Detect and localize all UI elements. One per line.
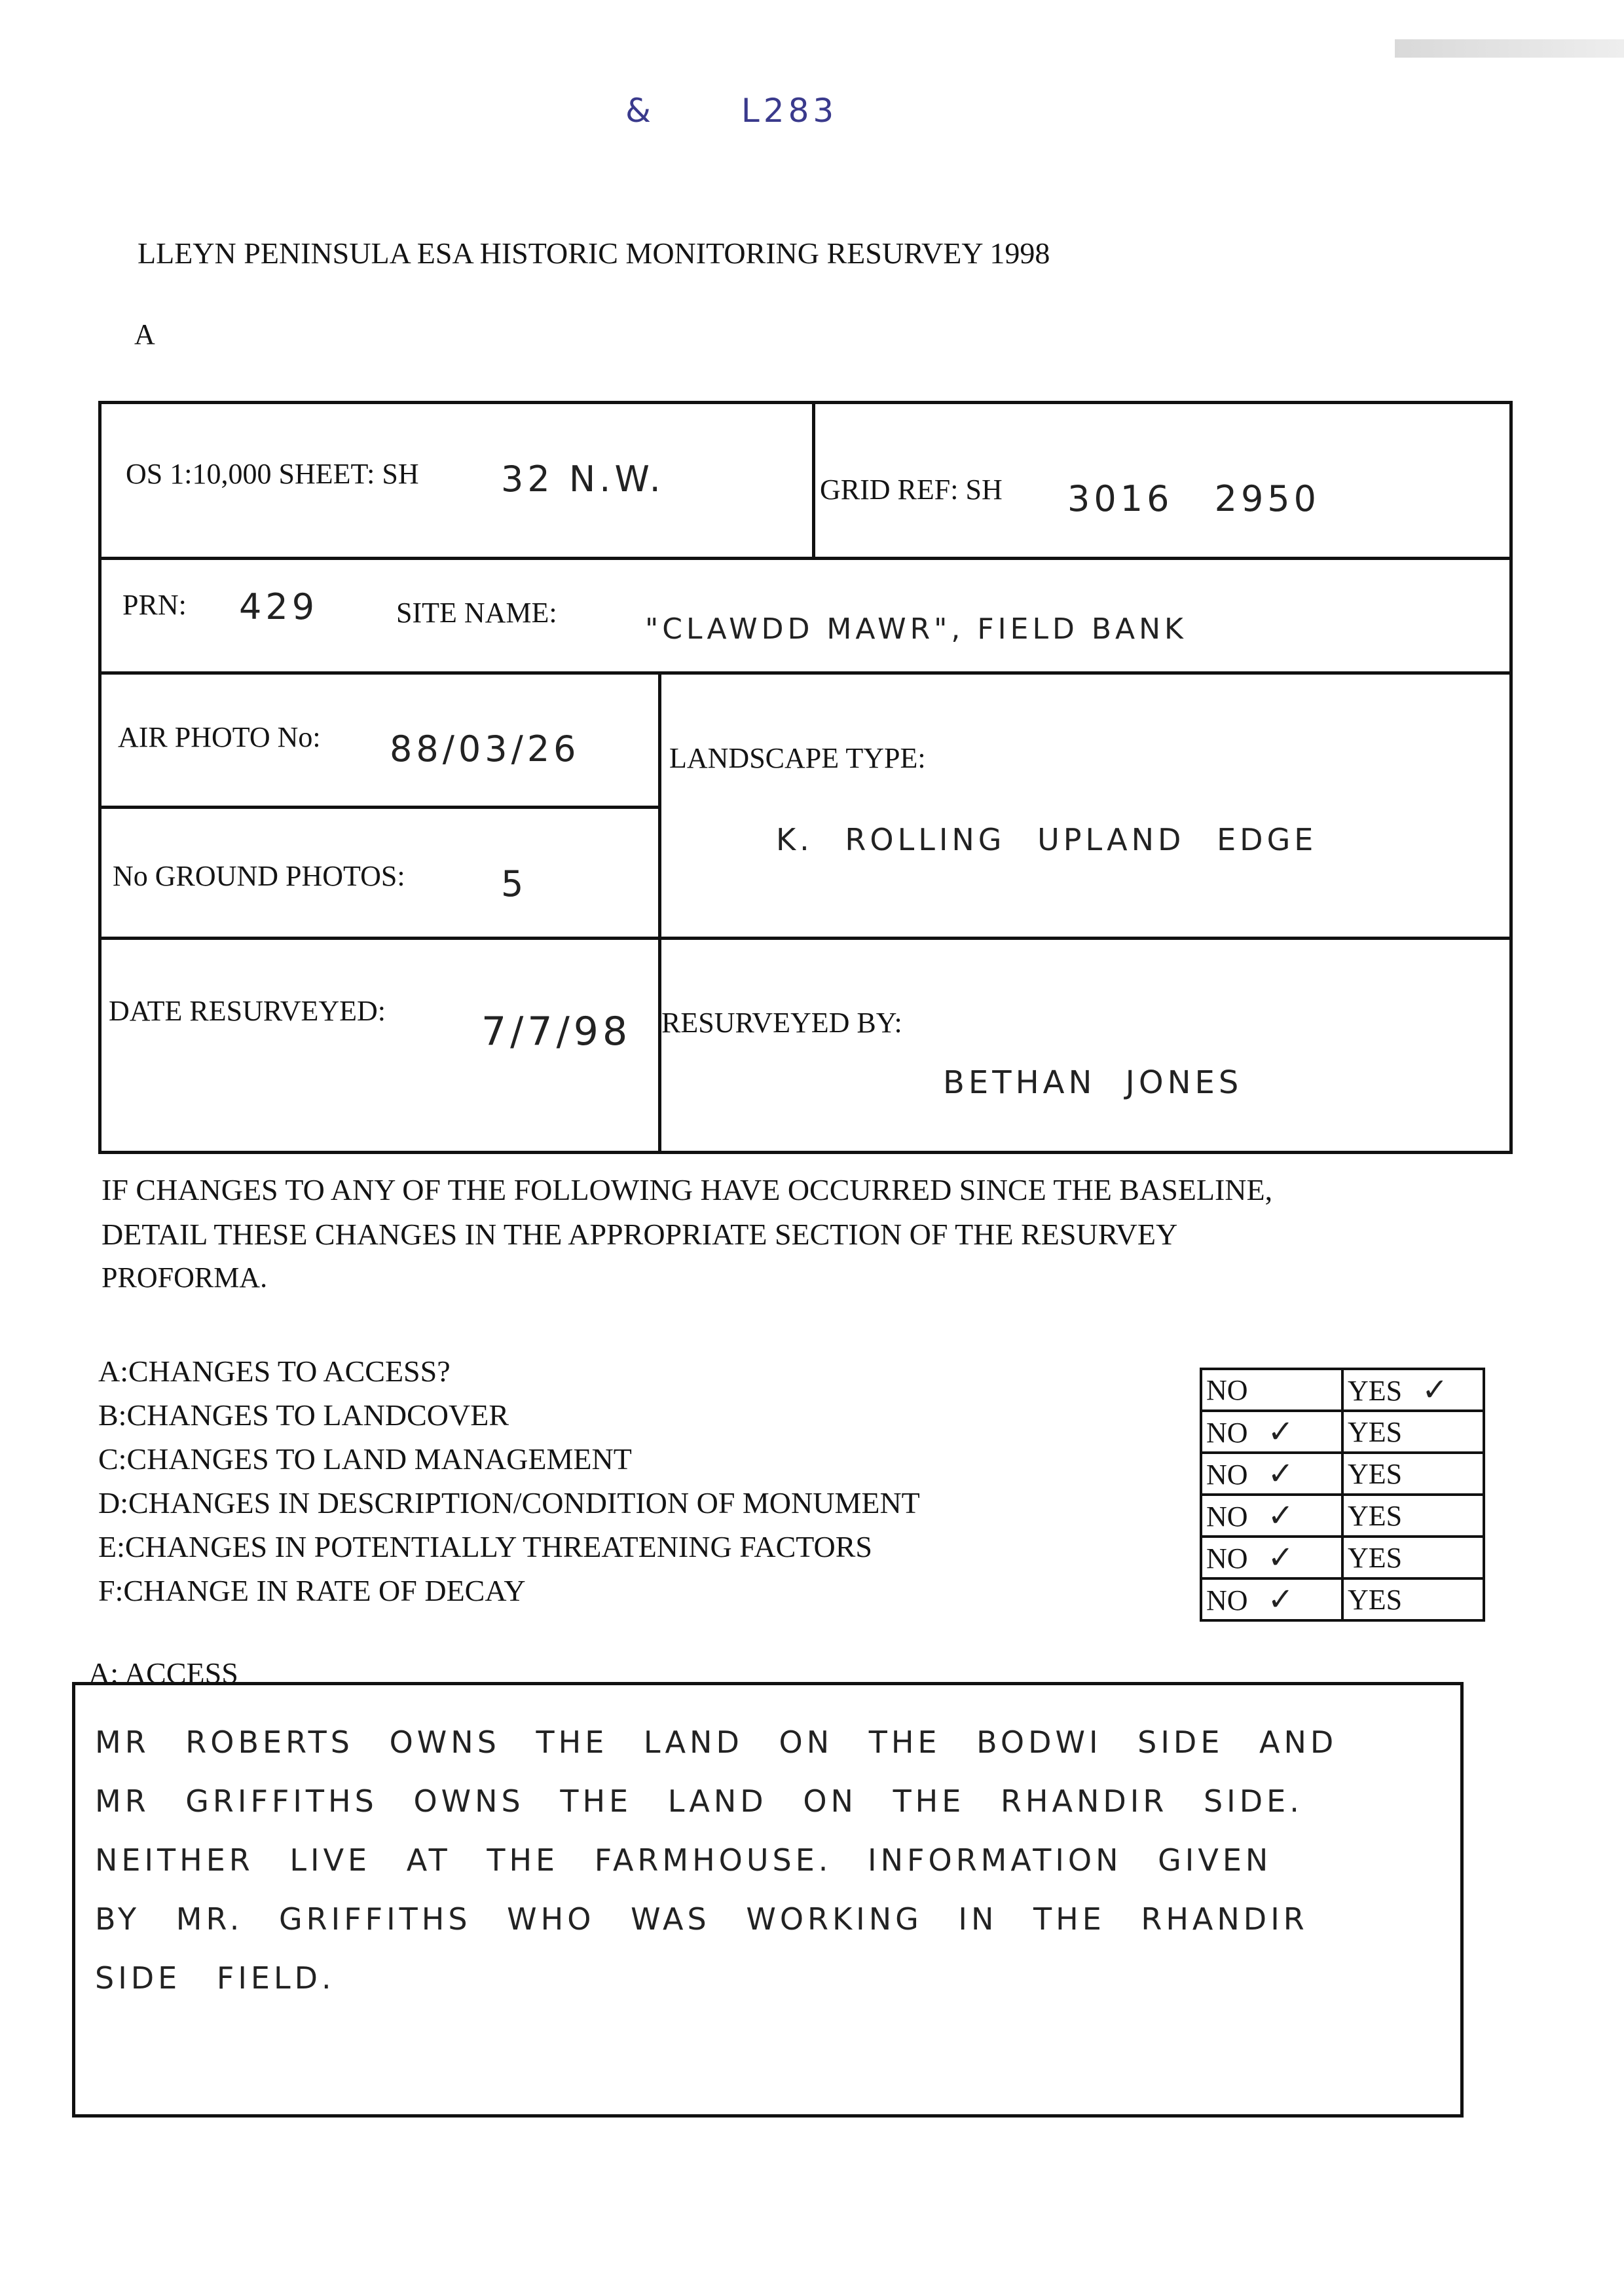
air-photo-value: 88/03/26 [390,728,580,770]
yes-label: YES [1348,1375,1403,1407]
prn-label: PRN: [122,589,187,621]
yes-label: YES [1348,1499,1403,1532]
yes-cell [1342,1411,1484,1453]
access-line-3: NEITHER LIVE AT THE FARMHOUSE. INFORMATION GIVEN [95,1842,1272,1878]
site-name-value: "CLAWDD MAWR", FIELD BANK [645,612,1187,646]
resurveyed-by-value: BETHAN JONES [943,1064,1243,1101]
no-label: NO [1206,1373,1248,1406]
row-divider [98,806,661,809]
row-divider [98,937,1513,940]
no-label: NO [1206,1501,1248,1533]
instructions-line-1: IF CHANGES TO ANY OF THE FOLLOWING HAVE OCCURRED SINCE THE BASELINE, [101,1173,1273,1206]
no-cell [1201,1369,1342,1411]
air-photo-label: AIR PHOTO No: [118,721,321,753]
tick-mark-icon: ✓ [1422,1371,1449,1408]
date-resurveyed-label: DATE RESURVEYED: [109,995,386,1027]
no-cell [1201,1411,1342,1453]
access-line-2: MR GRIFFITHS OWNS THE LAND ON THE RHANDIR SIDE. [95,1783,1303,1819]
change-questions [98,1349,920,1613]
form-code: A [134,318,155,350]
landscape-type-value: K. ROLLING UPLAND EDGE [776,822,1318,857]
access-line-5: SIDE FIELD. [95,1960,335,1996]
os-sheet-label: OS 1:10,000 SHEET: SH [126,458,419,490]
yes-cell [1342,1369,1484,1411]
instructions-line-2: DETAIL THESE CHANGES IN THE APPROPRIATE SECTION OF THE RESURVEY [101,1218,1178,1251]
annotation-number: L283 [741,92,838,130]
question-b: B:CHANGES TO LANDCOVER [98,1398,509,1432]
tick-mark-icon: ✓ [1267,1497,1294,1534]
site-name-label: SITE NAME: [396,597,557,629]
yes-label: YES [1348,1457,1403,1490]
no-label: NO [1206,1417,1248,1449]
question-c: C:CHANGES TO LAND MANAGEMENT [98,1442,632,1476]
yes-label: YES [1348,1583,1403,1616]
no-label: NO [1206,1459,1248,1491]
grid-ref-value: 3016 2950 [1067,478,1321,519]
ground-photos-value: 5 [501,863,528,905]
yes-no-row [1201,1578,1484,1620]
column-divider [812,401,815,558]
document-title: LLEYN PENINSULA ESA HISTORIC MONITORING RESURVEY 1998 [138,236,1050,270]
no-cell [1201,1537,1342,1578]
tick-mark-icon: ✓ [1267,1581,1294,1618]
tick-mark-icon: ✓ [1267,1539,1294,1576]
yes-no-row [1201,1411,1484,1453]
question-f: F:CHANGE IN RATE OF DECAY [98,1574,526,1607]
yes-cell [1342,1578,1484,1620]
scan-artifact [1395,39,1624,58]
row-divider [98,671,1513,675]
access-line-4: BY MR. GRIFFITHS WHO WAS WORKING IN THE RHANDIR [95,1901,1308,1937]
yes-cell [1342,1537,1484,1578]
yes-cell [1342,1495,1484,1537]
date-resurveyed-value: 7/7/98 [481,1009,632,1054]
yes-label: YES [1348,1415,1403,1448]
landscape-type-label: LANDSCAPE TYPE: [669,742,926,774]
no-cell [1201,1495,1342,1537]
os-sheet-value: 32 N.W. [501,458,665,500]
tick-mark-icon: ✓ [1267,1413,1294,1450]
yes-no-table [1200,1368,1485,1622]
reference-annotation [625,92,838,130]
access-line-1: MR ROBERTS OWNS THE LAND ON THE BODWI SIDE AND [95,1725,1338,1760]
access-heading: A: ACCESS [88,1656,238,1690]
ground-photos-label: No GROUND PHOTOS: [113,860,405,892]
question-e: E:CHANGES IN POTENTIALLY THREATENING FACTORS [98,1530,873,1563]
resurveyed-by-label: RESURVEYED BY: [661,1007,902,1039]
question-a: A:CHANGES TO ACCESS? [98,1354,451,1388]
access-notes [95,1713,1431,2007]
tick-mark-icon: ✓ [1267,1455,1294,1492]
yes-no-row [1201,1495,1484,1537]
yes-no-row [1201,1453,1484,1495]
no-cell [1201,1453,1342,1495]
no-label: NO [1206,1542,1248,1575]
annotation-symbol: & [625,92,655,130]
question-d: D:CHANGES IN DESCRIPTION/CONDITION OF MONUMENT [98,1486,920,1520]
yes-no-row [1201,1369,1484,1411]
no-label: NO [1206,1584,1248,1616]
yes-label: YES [1348,1541,1403,1574]
grid-ref-label: GRID REF: SH [820,474,1003,506]
yes-cell [1342,1453,1484,1495]
column-divider [658,671,661,1154]
row-divider [98,557,1513,560]
yes-no-row [1201,1537,1484,1578]
instructions-line-3: PROFORMA. [101,1261,268,1294]
prn-value: 429 [239,586,319,627]
no-cell [1201,1578,1342,1620]
